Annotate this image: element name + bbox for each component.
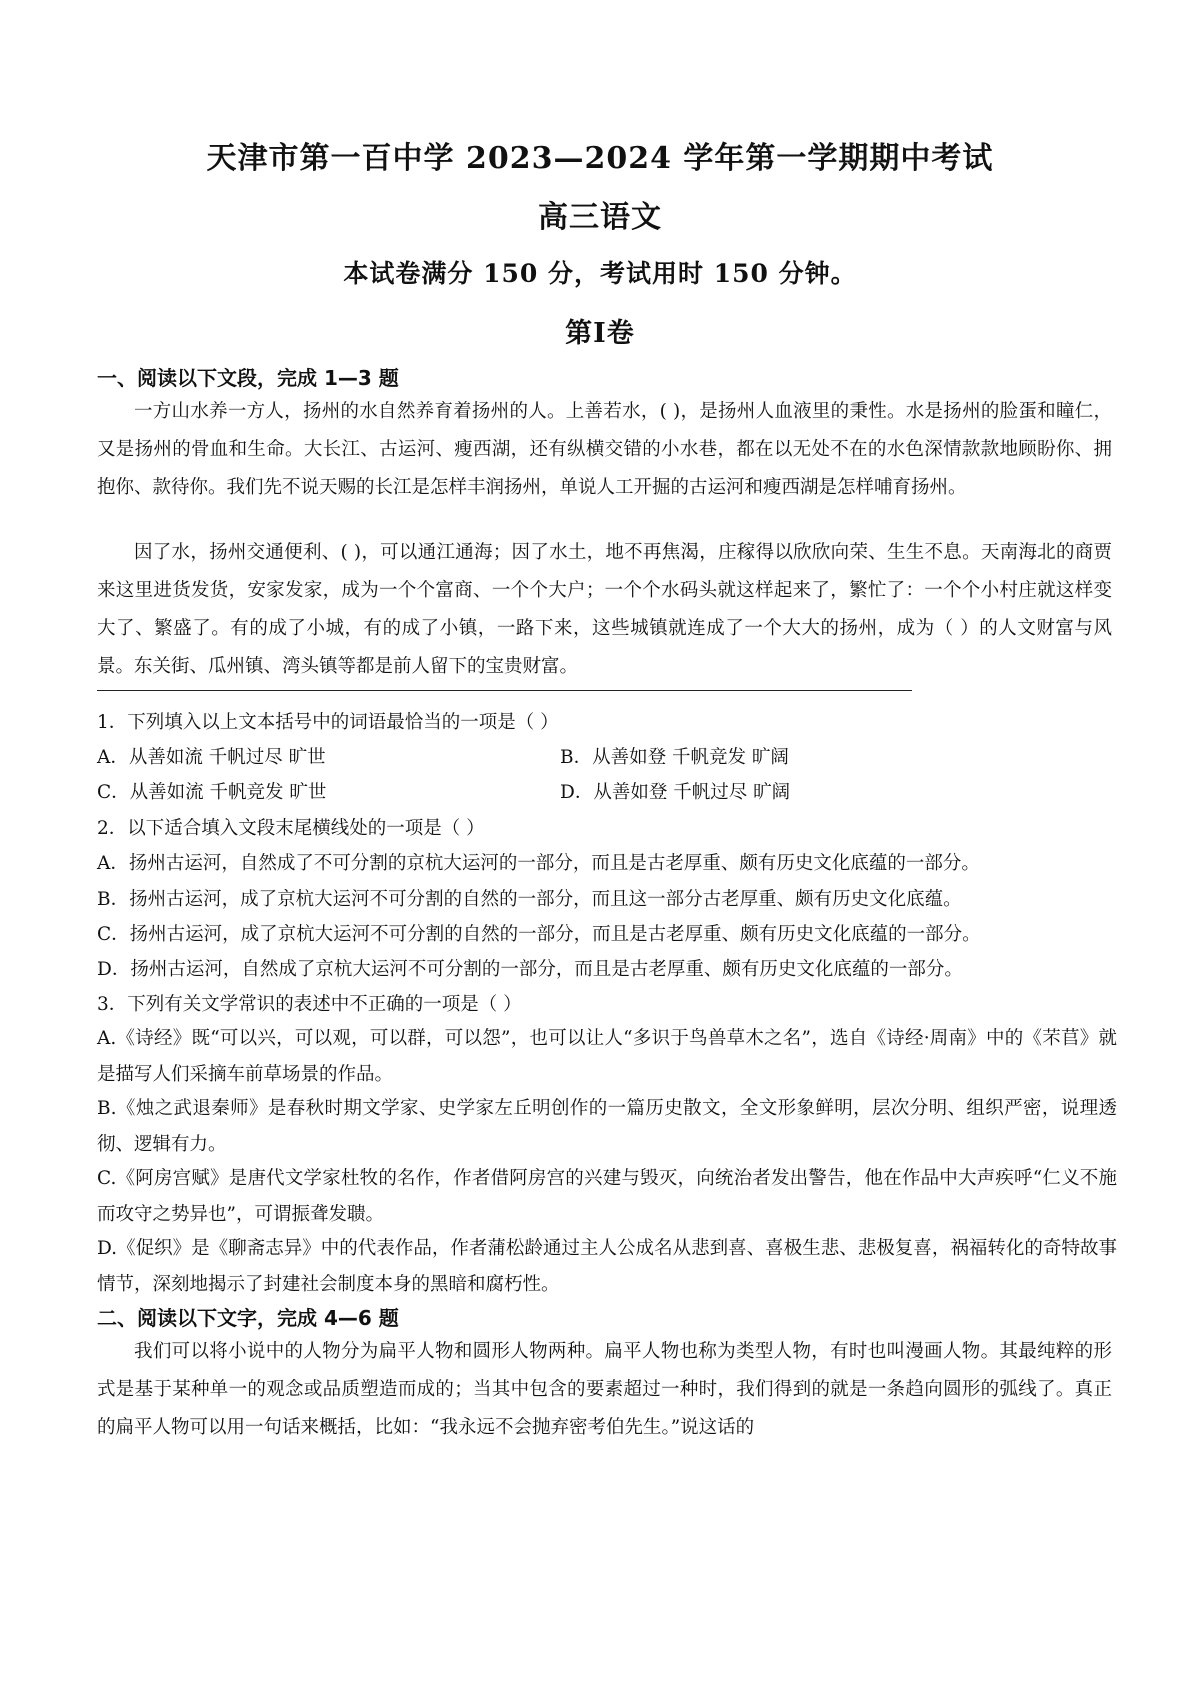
question-2-stem: 2．以下适合填入文段末尾横线处的一项是（ ） [97,818,485,839]
subject-title: 高三语文 [538,200,662,235]
exam-title: 天津市第一百中学 2023—2024 学年第一学期期中考试 [206,141,994,176]
section-2-paragraph: 我们可以将小说中的人物分为扁平人物和圆形人物两种。扁平人物也称为类型人物，有时也叫漫画人物。其最纯粹的形式是基于某种单一的观念或品质塑造而成的；当其中包含的要素超过一种时，我们得到的就是一条趋向圆形的弧线了。真正的扁平人物可以用一句话来概括，比如：“我永远不会抛弃密考伯先生。”说这话的 [97,1341,1112,1438]
question-2-option-d: D．扬州古运河，自然成了京杭大运河不可分割的一部分，而且是古老厚重、颇有历史文化底蕴的一部分。 [97,959,963,980]
question-3-option-d: D.《促织》是《聊斋志异》中的代表作品，作者蒲松龄通过主人公成名从悲到喜、喜极生悲、悲极复喜，祸福转化的奇特故事情节，深刻地揭示了封建社会制度本身的黑暗和腐朽性。 [97,1238,1117,1295]
question-1-option-b: B．从善如登 千帆竞发 旷阔 [560,747,789,768]
question-2-option-b: B．扬州古运河，成了京杭大运河不可分割的自然的一部分，而且这一部分古老厚重、颇有历史文化底蕴。 [97,889,962,910]
section-1-paragraph-1: 一方山水养一方人，扬州的水自然养育着扬州的人。上善若水，( )，是扬州人血液里的秉性。水是扬州的脸蛋和瞳仁，又是扬州的骨血和生命。大长江、古运河、瘦西湖，还有纵横交错的小水巷，都在以无处不在的水色深情款款地顾盼你、拥抱你、款待你。我们先不说天赐的长江是怎样丰润扬州，单说人工开掘的古运河和瘦西湖是怎样哺育扬州。 [97,401,1112,498]
answer-blank-line [97,690,912,691]
section-1-heading: 一、阅读以下文段，完成 1—3 题 [97,366,399,390]
volume-title: 第Ⅰ卷 [565,318,635,349]
question-2-option-a: A．扬州古运河，自然成了不可分割的京杭大运河的一部分，而且是古老厚重、颇有历史文化底蕴的一部分。 [97,853,980,874]
question-2-option-c: C．扬州古运河，成了京杭大运河不可分割的自然的一部分，而且是古老厚重、颇有历史文化底蕴的一部分。 [97,924,981,945]
question-3-option-a: A.《诗经》既“可以兴，可以观，可以群，可以怨”，也可以让人“多识于鸟兽草木之名”，选自《诗经·周南》中的《芣苢》就是描写人们采摘车前草场景的作品。 [97,1028,1117,1085]
question-3-option-c: C.《阿房宫赋》是唐代文学家杜牧的名作，作者借阿房宫的兴建与毁灭，向统治者发出警告，他在作品中大声疾呼“仁义不施而攻守之势异也”，可谓振聋发聩。 [97,1168,1117,1225]
exam-note: 本试卷满分 150 分，考试用时 150 分钟。 [343,259,857,288]
section-2-heading: 二、阅读以下文字，完成 4—6 题 [97,1306,399,1330]
question-1-option-a: A．从善如流 千帆过尽 旷世 [97,747,326,768]
question-3-option-b: B.《烛之武退秦师》是春秋时期文学家、史学家左丘明创作的一篇历史散文，全文形象鲜明，层次分明、组织严密，说理透彻、逻辑有力。 [97,1098,1117,1155]
question-1-option-c: C．从善如流 千帆竞发 旷世 [97,782,327,803]
question-3-stem: 3．下列有关文学常识的表述中不正确的一项是（ ） [97,994,522,1015]
question-1-option-d: D．从善如登 千帆过尽 旷阔 [560,782,791,803]
section-1-paragraph-2: 因了水，扬州交通便利、( )，可以通江通海；因了水土，地不再焦渴，庄稼得以欣欣向荣、生生不息。天南海北的商贾来这里进货发货，安家发家，成为一个个富商、一个个大户；一个个水码头就这样起来了，繁忙了：一个个小村庄就这样变大了、繁盛了。有的成了小城，有的成了小镇，一路下来，这些城镇就连成了一个大大的扬州，成为（ ）的人文财富与风景。东关街、瓜州镇、湾头镇等都是前人留下的宝贵财富。 [97,542,1112,677]
question-1-stem: 1．下列填入以上文本括号中的词语最恰当的一项是（ ） [97,712,559,733]
